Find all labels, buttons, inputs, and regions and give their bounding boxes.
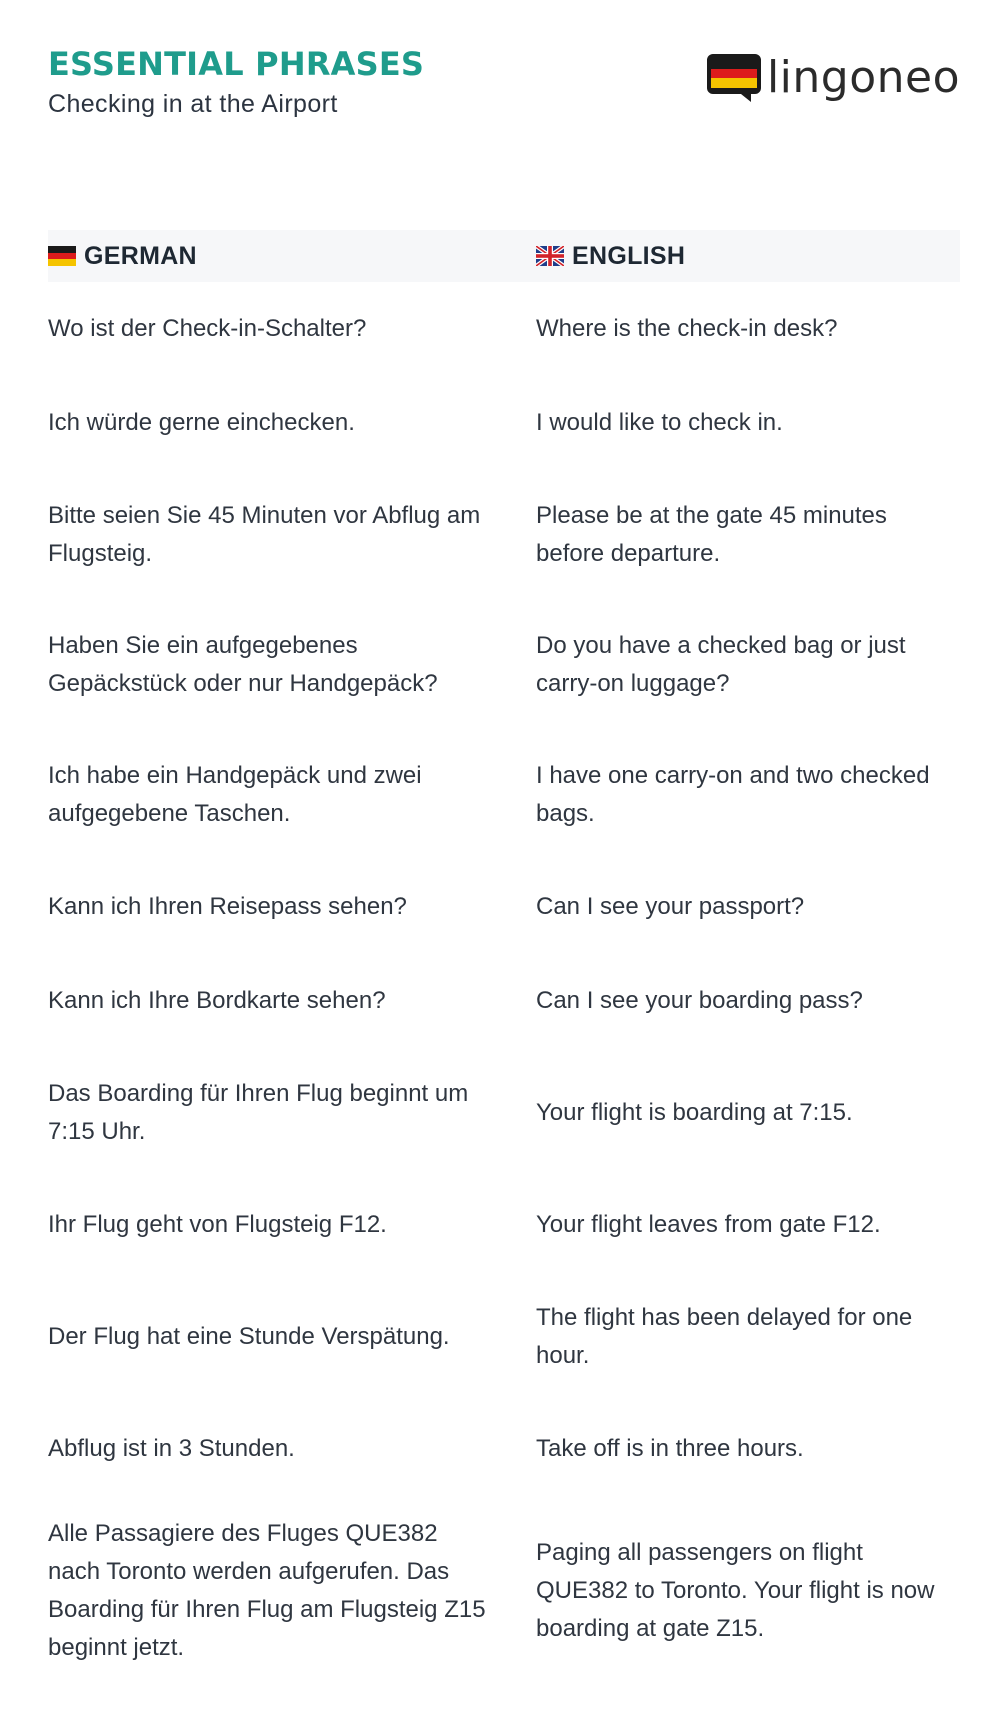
brand-name: lingoneo [766, 52, 960, 103]
german-phrase: Haben Sie ein aufgegebenes Gepäckstück oder nur Handgepäck? [48, 632, 438, 697]
phrase-row [48, 1048, 960, 1178]
table-header [48, 230, 960, 282]
german-phrase: Der Flug hat eine Stunde Verspätung. [48, 1323, 450, 1350]
english-phrase: Paging all passengers on flight QUE382 to Toronto. Your flight is now boarding at gate Z15. [536, 1539, 935, 1642]
page-subtitle: Checking in at the Airport [48, 90, 338, 118]
german-phrase: Das Boarding für Ihren Flug beginnt um 7:15 Uhr. [48, 1080, 469, 1145]
german-phrase: Ihr Flug geht von Flugsteig F12. [48, 1211, 387, 1238]
phrase-row [48, 1272, 960, 1402]
english-phrase: The flight has been delayed for one hour. [536, 1304, 913, 1369]
speech-bubble-german-flag-icon [705, 52, 763, 104]
phrase-row [48, 1178, 960, 1272]
page-header [48, 44, 960, 124]
english-phrase: Take off is in three hours. [536, 1435, 804, 1462]
english-phrase: Do you have a checked bag or just carry-on luggage? [536, 632, 906, 697]
phrase-row [48, 954, 960, 1048]
german-phrase: Abflug ist in 3 Stunden. [48, 1435, 295, 1462]
english-phrase: I would like to check in. [536, 409, 783, 436]
german-phrase: Alle Passagiere des Fluges QUE382 nach Toronto werden aufgerufen. Das Boarding für Ihren Flug am Flugsteig Z15 beginnt jetzt. [48, 1520, 486, 1661]
phrase-row [48, 1496, 960, 1686]
column-header-german [48, 242, 536, 271]
english-phrase: Your flight is boarding at 7:15. [536, 1099, 853, 1126]
phrase-row [48, 600, 960, 730]
column-label-german: GERMAN [84, 241, 197, 270]
page-title: ESSENTIAL PHRASES [48, 45, 425, 83]
german-phrase: Ich habe ein Handgepäck und zwei aufgegebene Taschen. [48, 762, 422, 827]
brand-logo[interactable] [705, 52, 960, 104]
uk-flag-icon [536, 246, 564, 266]
german-phrase: Kann ich Ihren Reisepass sehen? [48, 893, 407, 920]
english-phrase: Your flight leaves from gate F12. [536, 1211, 881, 1238]
german-phrase: Kann ich Ihre Bordkarte sehen? [48, 987, 386, 1014]
english-phrase: I have one carry-on and two checked bags. [536, 762, 930, 827]
german-phrase: Wo ist der Check-in-Schalter? [48, 315, 367, 342]
german-phrase: Bitte seien Sie 45 Minuten vor Abflug am Flugsteig. [48, 502, 481, 567]
phrase-row [48, 376, 960, 470]
german-phrase: Ich würde gerne einchecken. [48, 409, 355, 436]
english-phrase: Please be at the gate 45 minutes before departure. [536, 502, 887, 567]
phrase-table [48, 230, 960, 1686]
english-phrase: Can I see your passport? [536, 893, 805, 920]
column-label-english: ENGLISH [572, 241, 686, 270]
german-flag-icon [48, 246, 76, 266]
phrase-row [48, 470, 960, 600]
english-phrase: Can I see your boarding pass? [536, 987, 863, 1014]
phrase-row [48, 860, 960, 954]
phrase-row [48, 730, 960, 860]
phrase-row [48, 1402, 960, 1496]
english-phrase: Where is the check-in desk? [536, 315, 838, 342]
column-header-english [536, 242, 960, 271]
phrase-row [48, 282, 960, 376]
